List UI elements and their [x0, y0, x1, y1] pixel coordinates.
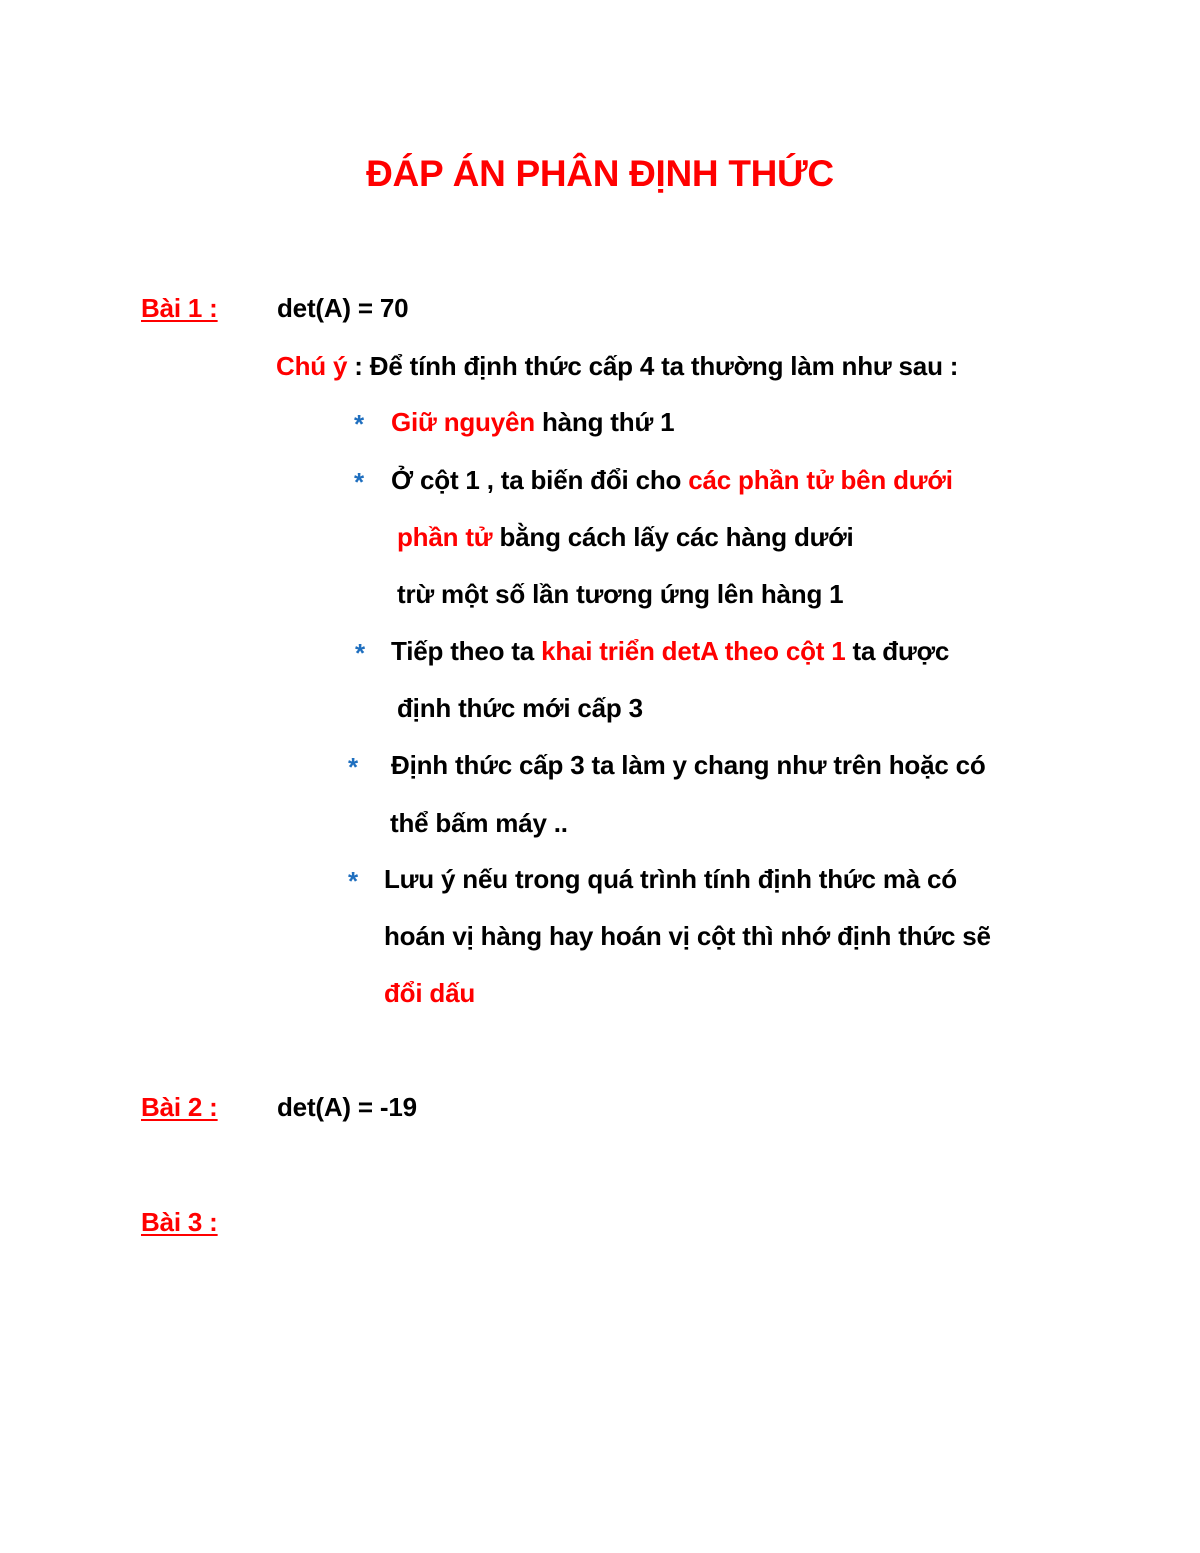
bullet-2-part1: Ở cột 1 , ta biến đổi cho [391, 465, 689, 495]
note-label: Chú ý [276, 351, 348, 381]
bai2-result: det(A) = -19 [277, 1092, 417, 1122]
bullet-4-line2: thể bấm máy .. [390, 808, 568, 838]
bullet-1-rest: hàng thứ 1 [534, 407, 675, 437]
bai3-label: Bài 3 : [141, 1207, 218, 1237]
bullet-3-part2: ta được [845, 636, 950, 666]
bullet-5-line1: Lưu ý nếu trong quá trình tính định thức mà có [384, 864, 957, 894]
bullet-3-icon: * [355, 638, 366, 668]
bullet-5-red: đổi dấu [384, 978, 476, 1008]
bullet-2-red1: các phần tử bên dưới [688, 465, 953, 495]
note-line [276, 350, 958, 382]
bullet-2-icon: * [354, 467, 365, 497]
bai1-result: det(A) = 70 [277, 293, 409, 323]
bai2-label: Bài 2 : [141, 1092, 218, 1122]
bullet-1-text [391, 406, 674, 438]
page-title: ĐÁP ÁN PHÂN ĐỊNH THỨC [366, 153, 834, 194]
bullet-2-line3: trừ một số lần tương ứng lên hàng 1 [397, 579, 844, 609]
bullet-3-part1: Tiếp theo ta [391, 636, 542, 666]
bullet-5-icon: * [348, 866, 359, 896]
bullet-4-line1: Định thức cấp 3 ta làm y chang như trên hoặc có [391, 750, 986, 780]
bullet-3-line2: định thức mới cấp 3 [397, 693, 643, 723]
bullet-3-line1 [391, 635, 949, 667]
bullet-2-red2: phần tử [397, 522, 493, 552]
bullet-1-red: Giữ nguyên [391, 407, 535, 437]
bullet-2-line2 [397, 521, 854, 553]
bullet-2-line1 [391, 464, 953, 496]
bullet-3-red: khai triển detA theo cột 1 [541, 636, 846, 666]
bullet-5-line2: hoán vị hàng hay hoán vị cột thì nhớ định thức sẽ [384, 921, 991, 951]
bullet-2-part2: bằng cách lấy các hàng dưới [492, 522, 854, 552]
bai1-label: Bài 1 : [141, 293, 218, 323]
bullet-4-icon: * [348, 752, 359, 782]
note-text: : Để tính định thức cấp 4 ta thường làm như sau : [354, 351, 959, 381]
bullet-1-icon: * [354, 409, 365, 439]
